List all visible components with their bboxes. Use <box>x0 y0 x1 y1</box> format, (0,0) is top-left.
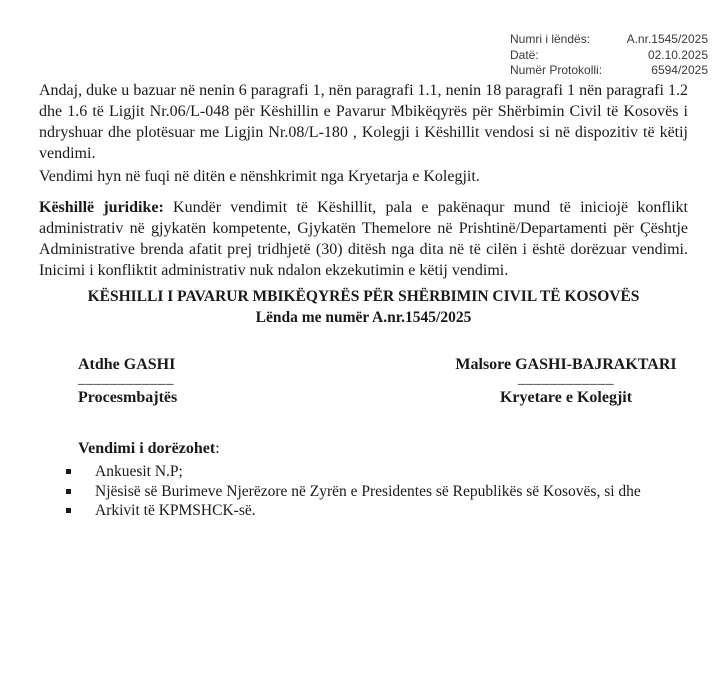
list-item-text: Arkivit të KPMSHCK-së. <box>95 502 256 519</box>
signature-role-left: Procesmbajtës <box>78 389 178 406</box>
case-meta-block <box>510 32 708 79</box>
delivery-title-text: Vendimi i dorëzohet <box>78 440 216 457</box>
institution-name: KËSHILLI I PAVARUR MBIKËQYRËS PËR SHËRBIMIN CIVIL TË KOSOVËS <box>87 288 640 305</box>
date-value: 02.10.2025 <box>647 47 708 62</box>
delivery-section <box>64 439 641 521</box>
delivery-title-colon: : <box>215 440 220 457</box>
protocol-number-value: 6594/2025 <box>651 63 708 77</box>
square-bullet-icon <box>66 489 71 494</box>
list-item <box>64 501 641 521</box>
meta-row-date <box>510 48 708 64</box>
signature-underline-right: ____________ <box>518 371 614 387</box>
signature-underline-left: ____________ <box>78 371 174 387</box>
signature-name-right: Malsore GASHI-BAJRAKTARI <box>455 356 677 373</box>
list-item <box>64 462 641 482</box>
signature-block-left <box>78 356 177 406</box>
date-label: Datë: <box>510 47 539 62</box>
case-number-value: A.nr.1545/2025 <box>626 32 708 46</box>
case-reference-line: Lënda me numër A.nr.1545/2025 <box>255 309 472 326</box>
institution-heading <box>39 286 688 328</box>
legal-advice-text: Kundër vendimit të Këshillit, pala e pakënaqur mund të iniciojë konflikt administrativ në gjykatën kompetente, Gjykatën Themelore në Prishtinë/Departamenti për Çështje Administrative brenda afatit prej tridhjetë (30) ditësh nga dita në të cilën i është dorëzuar vendimi. Inicimi i konfliktit administrativ nuk ndalon ekzekutimin e këtij vendimi. <box>39 199 689 279</box>
meta-row-case-number <box>510 32 708 48</box>
list-item-text: Njësisë së Burimeve Njerëzore në Zyrën e Presidentes së Republikës së Kosovës, si dhe <box>95 482 641 500</box>
delivery-list <box>64 462 641 521</box>
square-bullet-icon <box>66 508 71 513</box>
signature-role-right: Kryetare e Kolegjit <box>499 389 633 406</box>
paragraph-legal-advice <box>39 197 688 281</box>
paragraph-entry-into-force: Vendimi hyn në fuqi në ditën e nënshkrimit nga Kryetarja e Kolegjit. <box>39 168 480 185</box>
legal-advice-label: Këshillë juridike: <box>39 199 164 216</box>
case-number-label: Numri i lëndës: <box>510 32 591 46</box>
paragraph-legal-basis: Andaj, duke u bazuar në nenin 6 paragrafi 1, nën paragrafi 1.1, nenin 18 paragrafi 1 nën paragrafi 1.2 dhe 1.6 të Ligjit Nr.06/L-048 për Këshillin e Pavarur Mbikëqyrës për Shërbimin Civil të Kosovës i ndryshuar dhe plotësuar me Ligjin Nr.08/L-180 , Kolegji i Këshillit vendosi si në dispozitiv të këtij vendimi. <box>39 82 688 162</box>
signature-name-left: Atdhe GASHI <box>78 356 176 373</box>
protocol-number-label: Numër Protokolli: <box>510 63 603 77</box>
delivery-title <box>78 439 641 458</box>
list-item <box>64 482 641 502</box>
square-bullet-icon <box>66 469 71 474</box>
list-item-text: Ankuesit N.P; <box>95 463 183 480</box>
meta-row-protocol-number <box>510 63 708 79</box>
signature-block-right <box>430 356 702 406</box>
